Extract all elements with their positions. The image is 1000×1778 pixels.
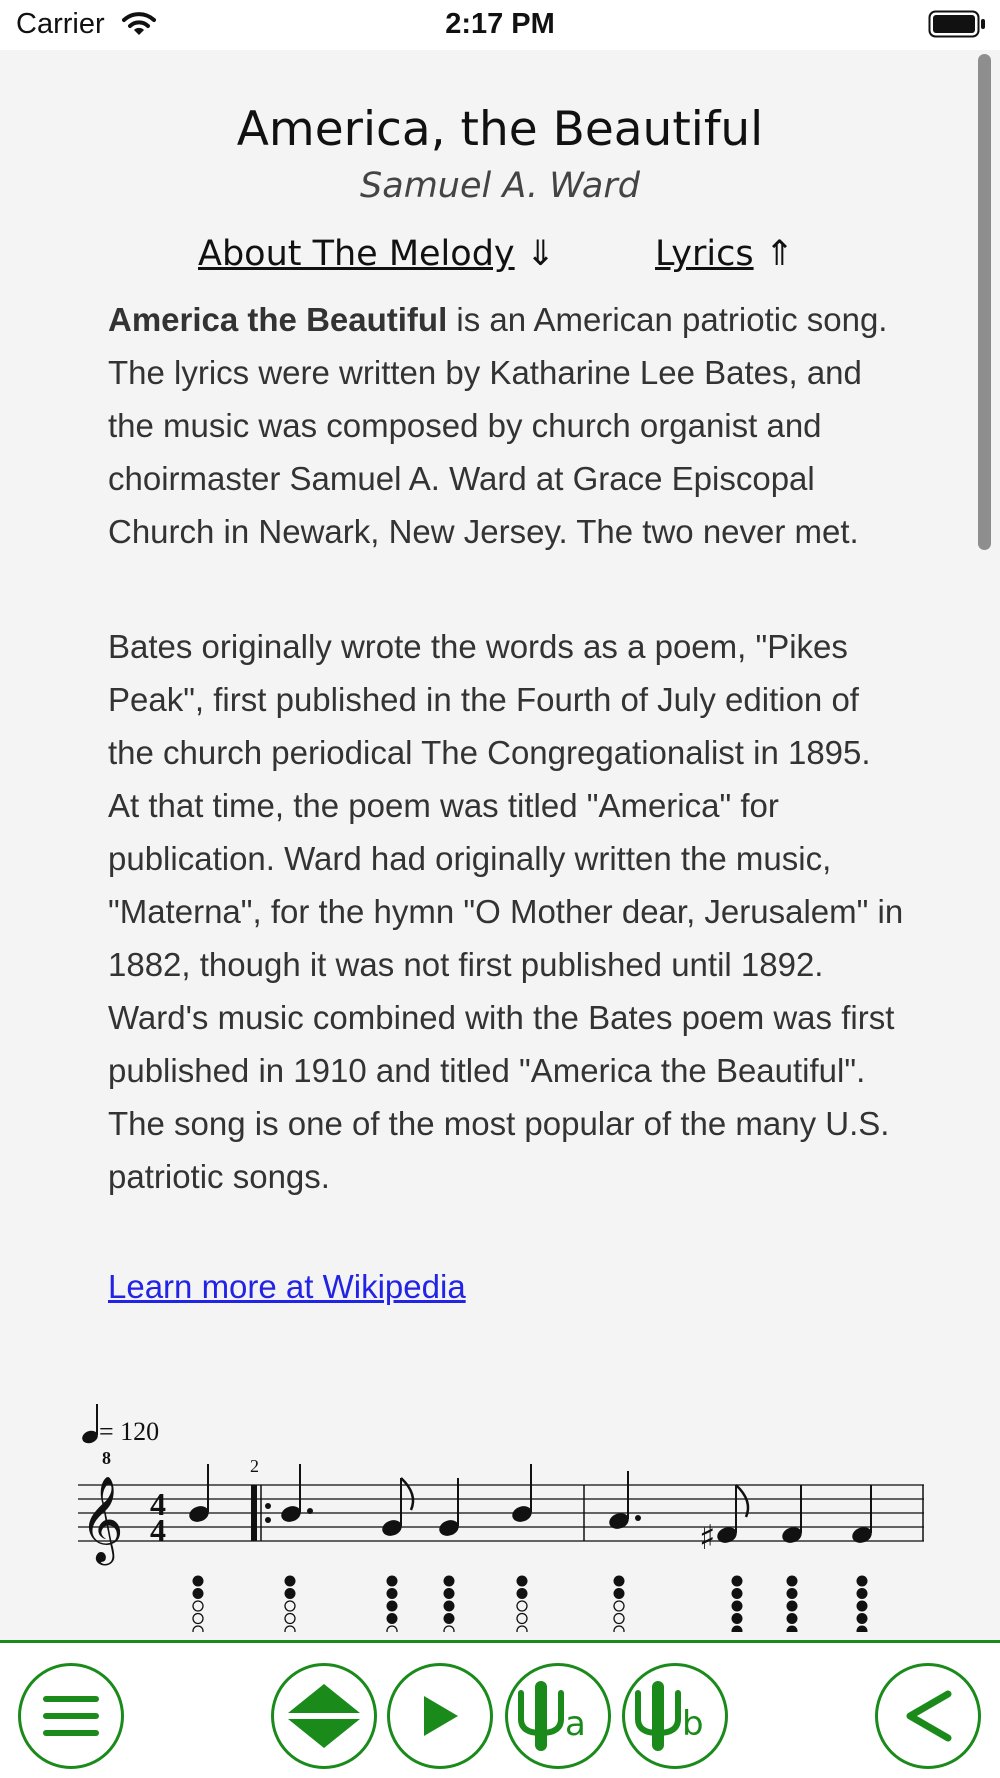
whistle-b-icon (630, 1679, 720, 1753)
carrier-label: Carrier (16, 8, 105, 40)
note (699, 1485, 748, 1558)
fingering-chart (517, 1576, 528, 1633)
about-paragraph-2: Bates originally wrote the words as a poem, "Pikes Peak", first published in the Fourth of July edition of the church periodical The Congregationalist in 1895. At that time, the poem was titled "America" for publication. Ward had originally written the music, "Materna", for the hymn "O Mother dear, Jerusalem" in 1882, though it was not first published until 1892. Ward's music combined with the Bates poem was first published in 1910 and titled "America the Beautiful". The song is one of the most popular of the many U.S. patriotic songs. (108, 628, 904, 1195)
up-arrow-icon: ⇑ (764, 234, 795, 274)
fingering-chart (857, 1576, 868, 1633)
time-signature-bottom: 4 (150, 1512, 166, 1548)
notes (187, 1464, 874, 1558)
note (380, 1478, 413, 1538)
whistle-b-button[interactable] (622, 1663, 728, 1769)
lyrics-link[interactable] (655, 234, 794, 274)
treble-clef-icon: 𝄞 (80, 1476, 124, 1562)
clef-octave-mark: 8 (102, 1448, 111, 1468)
fingering-chart (444, 1576, 455, 1633)
status-bar (0, 0, 1000, 50)
song-title: America, the Beautiful (236, 102, 764, 157)
song-name-bold: America the Beautiful (108, 301, 448, 338)
sharp-sign: ♯ (699, 1518, 716, 1558)
measure-number: 2 (250, 1456, 259, 1476)
play-button[interactable] (387, 1663, 493, 1769)
whistle-b-label: b (682, 1704, 704, 1744)
whistle-a-button[interactable] (505, 1663, 611, 1769)
lyrics-label: Lyrics (655, 234, 754, 274)
down-arrow-icon: ⇓ (525, 234, 556, 274)
note (607, 1471, 641, 1531)
back-chevron-icon (904, 1690, 952, 1742)
song-detail-page[interactable] (0, 50, 1000, 1640)
about-paragraph-1-text: is an American patriotic song. The lyrics were written by Katharine Lee Bates, and the music was composed by church organist and choirmaster Samuel A. Ward at Grace Episcopal Church in Newark, New Jersey. The two never met. (108, 301, 888, 550)
note (510, 1464, 534, 1524)
whistle-a-icon (513, 1679, 603, 1753)
sheet-music (0, 1332, 1000, 1632)
note (780, 1485, 804, 1545)
menu-button[interactable] (18, 1663, 124, 1769)
about-melody-link[interactable] (198, 234, 555, 274)
fingering-chart (787, 1576, 798, 1633)
tempo-marking (80, 1404, 159, 1446)
fingering-chart (193, 1576, 204, 1633)
fingering-chart (285, 1576, 296, 1633)
up-down-icon (286, 1682, 362, 1750)
menu-icon (41, 1694, 101, 1738)
note (187, 1464, 211, 1524)
fingering-chart (387, 1576, 398, 1633)
fingering-chart (732, 1576, 743, 1633)
clock: 2:17 PM (445, 8, 555, 40)
composer-name: Samuel A. Ward (360, 166, 640, 206)
bottom-toolbar (0, 1640, 1000, 1778)
note (279, 1464, 313, 1524)
whistle-a-label: a (565, 1704, 586, 1744)
scrollbar[interactable] (978, 54, 991, 550)
about-melody-label: About The Melody (198, 234, 515, 274)
time-signature-top: 4 (150, 1486, 166, 1522)
about-paragraph-1 (108, 293, 908, 558)
play-icon (420, 1694, 460, 1738)
wikipedia-link[interactable]: Learn more at Wikipedia (108, 1268, 466, 1305)
fingering-charts (193, 1576, 868, 1633)
battery-icon (928, 10, 986, 38)
fingering-chart (614, 1576, 625, 1633)
back-button[interactable] (875, 1663, 981, 1769)
note (850, 1485, 874, 1545)
loop-button[interactable] (271, 1663, 377, 1769)
tempo-text: = 120 (99, 1417, 160, 1446)
note (437, 1478, 461, 1538)
